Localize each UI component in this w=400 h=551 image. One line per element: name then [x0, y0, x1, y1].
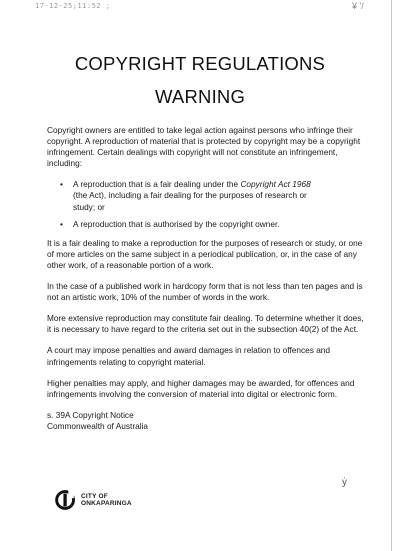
list-item [60, 179, 319, 212]
fair-dealing-paragraph: It is a fair dealing to make a reproduction for the purposes of research or study, or one of more articles on the same subject in a periodical publication, or, in the case of any other work, of a reasonable portion of a work. [47, 237, 363, 270]
page-title-line1: COPYRIGHT REGULATIONS [74, 53, 326, 74]
logo-line1: CITY OF [81, 492, 108, 500]
scan-header-stamp: 17-12-25;11:52 ; [35, 2, 111, 10]
city-of-onkaparinga-logo-icon [55, 489, 77, 511]
bullet-glyph: • [60, 218, 63, 229]
list-item [60, 218, 319, 230]
notice-section: s. 39A Copyright Notice [47, 409, 134, 420]
hardcopy-paragraph: In the case of a published work in hardcopy form that is not less than ten pages and is not an artistic work, 10% of the number of words in the work. [47, 281, 363, 303]
intro-paragraph: Copyright owners are entitled to take legal action against persons who infringe their copyright. A reproduction of material that is protected by copyright may be a copyright infringement. Certain dealings with copyright will not constitute an infringement, including: [47, 125, 361, 169]
copyright-notice [47, 410, 367, 432]
city-logo [55, 489, 132, 511]
bullet1-text-post: (the Act), including a fair dealing for the purposes of research or study; or [73, 190, 307, 212]
logo-line2: ONKAPARINGA [81, 500, 132, 507]
page-title-line2: WARNING [154, 86, 246, 107]
handwritten-mark: ẏ [342, 477, 347, 488]
bullet-glyph: • [60, 179, 63, 190]
exceptions-list [47, 179, 367, 229]
scan-corner-mark: ¥ '/ [352, 1, 364, 11]
bullet2-text: A reproduction that is authorised by the copyright owner. [73, 218, 280, 229]
regulations-body [47, 125, 367, 432]
bullet1-text-pre: A reproduction that is a fair dealing under the [73, 179, 241, 190]
court-penalties-paragraph: A court may impose penalties and award damages in relation to offences and infringements relating to copyright material. [47, 345, 331, 367]
notice-authority: Commonwealth of Australia [47, 420, 148, 431]
higher-penalties-paragraph: Higher penalties may apply, and higher damages may be awarded, for offences and infringements involving the conversion of material into digital or electronic form. [47, 377, 355, 399]
logo-wordmark [81, 493, 132, 508]
scan-edge-line [391, 0, 392, 551]
act-title-italic: Copyright Act 1968 [240, 179, 311, 190]
extensive-reproduction-paragraph: More extensive reproduction may constitute fair dealing. To determine whether it does, it is necessary to have regard to the criteria set out in the subsection 40(2) of the Act. [47, 313, 364, 335]
